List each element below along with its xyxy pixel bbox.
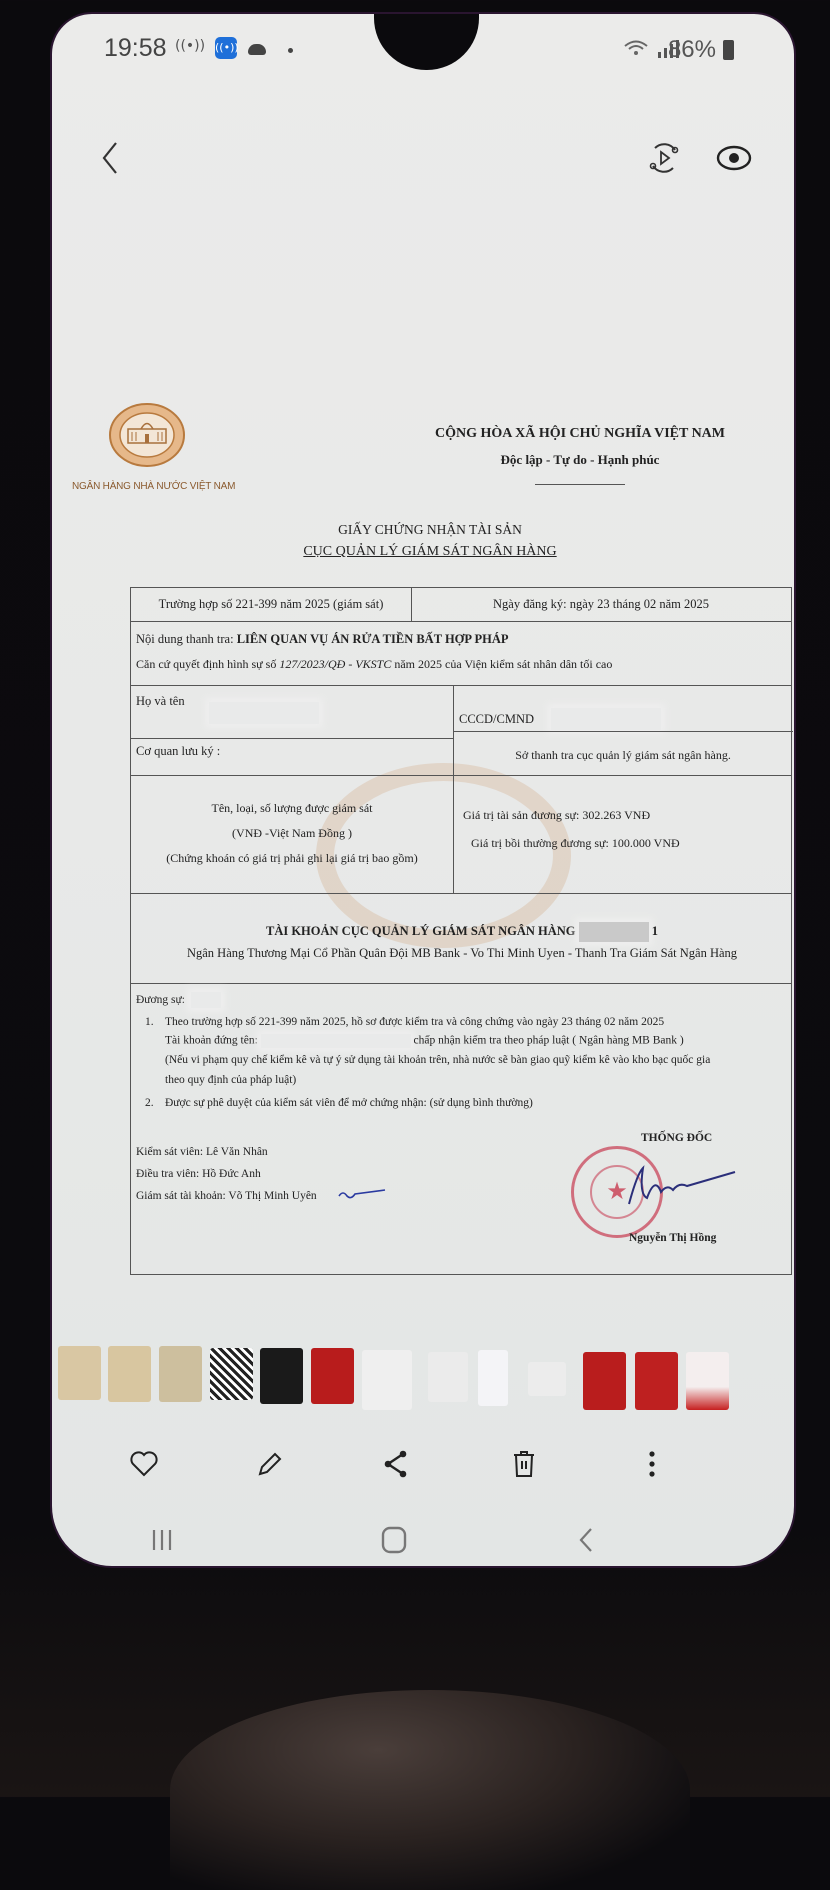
- account-row: [131, 894, 791, 984]
- trash-icon: [511, 1449, 537, 1479]
- details-row: [131, 984, 791, 1274]
- hotspot-icon: ((•)): [215, 37, 237, 59]
- edit-button[interactable]: [248, 1442, 292, 1486]
- governor-name: Nguyễn Thị Hồng: [629, 1232, 717, 1244]
- asset-currency: (VNĐ -Việt Nam Đồng ): [232, 826, 352, 840]
- thumbnail-5[interactable]: [260, 1348, 303, 1404]
- supervisor-signature: [337, 1186, 387, 1202]
- thumbnail-11[interactable]: [583, 1352, 626, 1410]
- more-vertical-icon: [648, 1450, 656, 1478]
- case-row: [131, 588, 791, 622]
- battery-percent: 86%: [667, 36, 716, 63]
- asset-note: (Chứng khoán có giá trị phải ghi lại giá trị bao gồm): [166, 851, 418, 865]
- thumbnail-13[interactable]: [686, 1352, 729, 1410]
- identity-row: [131, 686, 791, 776]
- pencil-icon: [256, 1450, 284, 1478]
- motion-photo-play-icon: [647, 141, 681, 175]
- wifi-icon: [623, 38, 649, 58]
- item-1-number: 1.: [145, 1016, 154, 1028]
- thumbnail-3[interactable]: [159, 1346, 202, 1402]
- thumbnail-2[interactable]: [108, 1346, 151, 1402]
- share-icon: [382, 1449, 410, 1479]
- asset-row: [131, 776, 791, 894]
- account-supervisor: Giám sát tài khoản: Võ Thị Minh Uyên: [136, 1190, 317, 1202]
- home-button[interactable]: [372, 1520, 416, 1560]
- more-options-button[interactable]: [630, 1442, 674, 1486]
- item-1-account-suffix: chấp nhận kiểm tra theo pháp luật ( Ngân hàng MB Bank ): [413, 1034, 684, 1047]
- eye-icon: [716, 145, 752, 171]
- asset-description: Tên, loại, số lượng được giám sát: [211, 801, 373, 815]
- governor-signature: [609, 1164, 739, 1212]
- item-2-number: 2.: [145, 1097, 154, 1109]
- thumbnail-4-qr[interactable]: [210, 1348, 253, 1400]
- inspection-row: [131, 622, 791, 686]
- redacted-account-holder: [261, 1034, 411, 1048]
- basis-reference: 127/2023/QĐ - VKSTC: [279, 657, 392, 671]
- item-1-account-prefix: Tài khoản đứng tên:: [165, 1034, 258, 1047]
- item-1-warning-cont: theo quy định của pháp luật): [165, 1074, 297, 1086]
- agency-value: Sở thanh tra cục quản lý giám sát ngân hàng.: [515, 748, 731, 762]
- motto-divider: [535, 484, 625, 485]
- home-icon: [381, 1526, 407, 1554]
- redacted-party: [191, 992, 221, 1008]
- thumbnail-1[interactable]: [58, 1346, 101, 1400]
- item-1-warning: (Nếu vi phạm quy chế kiểm kê và tự ý sử dụng tài khoản trên, nhà nước sẽ bàn giao quỹ kiểm kê vào kho bạc quốc gia: [165, 1054, 711, 1066]
- star-emblem-icon: ★: [590, 1165, 644, 1219]
- governor-title: THỐNG ĐỐC: [641, 1132, 713, 1144]
- back-button[interactable]: [90, 138, 130, 178]
- basis-prefix: Căn cứ quyết định hình sự số: [136, 657, 277, 671]
- prosecutor: Kiểm sát viên: Lê Văn Nhân: [136, 1146, 268, 1158]
- account-suffix: 1: [651, 923, 658, 938]
- nfc-signal-icon: ((•)): [175, 38, 206, 54]
- id-label: CCCD/CMND: [459, 712, 535, 726]
- account-bank: Ngân Hàng Thương Mại Cổ Phần Quân Đội MB Bank - Vo Thi Minh Uyen - Thanh Tra Giám Sát Ngân Hàng: [186, 946, 738, 960]
- motion-photo-button[interactable]: [642, 136, 686, 180]
- heart-icon: [129, 1450, 159, 1478]
- notification-dot-icon: [288, 48, 293, 53]
- investigator: Điều tra viên: Hồ Đức Anh: [136, 1168, 261, 1180]
- redacted-account-number: [579, 922, 649, 942]
- case-number: Trường hợp số 221-399 năm 2025 (giám sát): [158, 597, 384, 611]
- view-button[interactable]: [712, 136, 756, 180]
- redacted-name: [209, 702, 319, 724]
- status-time: 19:58: [104, 34, 167, 62]
- viewer-toolbar: [52, 124, 794, 204]
- chevron-left-icon: [101, 141, 119, 175]
- favorite-button[interactable]: [122, 1442, 166, 1486]
- battery-icon: [723, 40, 734, 60]
- phone-screen: [52, 14, 794, 1566]
- asset-value: Giá trị tài sản đương sự: 302.263 VNĐ: [463, 808, 651, 822]
- party-label: Đương sự:: [136, 994, 185, 1006]
- redacted-id: [551, 708, 661, 730]
- share-button[interactable]: [374, 1442, 418, 1486]
- nation-heading: CỘNG HÒA XÃ HỘI CHỦ NGHĨA VIỆT NAM: [434, 426, 725, 441]
- thumbnail-10[interactable]: [528, 1362, 566, 1396]
- system-nav-bar: [52, 1514, 794, 1564]
- back-icon: [578, 1526, 594, 1554]
- certificate-subtitle: CỤC QUẢN LÝ GIÁM SÁT NGÂN HÀNG: [303, 544, 557, 559]
- item-2-text: Được sự phê duyệt của kiểm sát viên để mở chứng nhận: (sử dụng bình thường): [165, 1097, 533, 1109]
- registration-date: Ngày đăng ký: ngày 23 tháng 02 năm 2025: [493, 597, 709, 611]
- thumbnail-9[interactable]: [478, 1350, 508, 1406]
- thumbnail-8[interactable]: [428, 1352, 468, 1402]
- thumbnail-strip[interactable]: [58, 1342, 788, 1412]
- motto: Độc lập - Tự do - Hạnh phúc: [500, 452, 660, 467]
- name-label: Họ và tên: [136, 694, 185, 708]
- recents-icon: [150, 1528, 174, 1552]
- certificate-table: [130, 587, 792, 1275]
- system-back-button[interactable]: [564, 1520, 608, 1560]
- thumbnail-12[interactable]: [635, 1352, 678, 1410]
- compensation-value: Giá trị bồi thường đương sự: 100.000 VNĐ: [471, 836, 680, 850]
- thumbnail-6[interactable]: [311, 1348, 354, 1404]
- thumbnail-7[interactable]: [362, 1350, 412, 1410]
- inspection-value: LIÊN QUAN VỤ ÁN RỬA TIỀN BẤT HỢP PHÁP: [236, 632, 509, 646]
- inspection-label: Nội dung thanh tra:: [136, 632, 234, 646]
- recents-button[interactable]: [140, 1520, 184, 1560]
- logo-caption: NGÂN HÀNG NHÀ NƯỚC VIỆT NAM: [72, 481, 236, 492]
- item-1-line-1: Theo trường hợp số 221-399 năm 2025, hồ sơ được kiểm tra và công chứng vào ngày 23 tháng 02 năm 2025: [165, 1016, 665, 1028]
- basis-suffix: năm 2025 của Viện kiểm sát nhân dân tối cao: [394, 657, 613, 671]
- agency-label: Cơ quan lưu ký :: [136, 744, 221, 758]
- action-bar: [52, 1434, 794, 1494]
- certificate-title: GIẤY CHỨNG NHẬN TÀI SẢN: [338, 522, 522, 537]
- account-title: TÀI KHOẢN CỤC QUẢN LÝ GIÁM SÁT NGÂN HÀNG: [265, 923, 576, 938]
- hand-background: [170, 1690, 690, 1890]
- cloud-icon: [248, 44, 266, 55]
- delete-button[interactable]: [502, 1442, 546, 1486]
- state-bank-logo: [108, 402, 186, 468]
